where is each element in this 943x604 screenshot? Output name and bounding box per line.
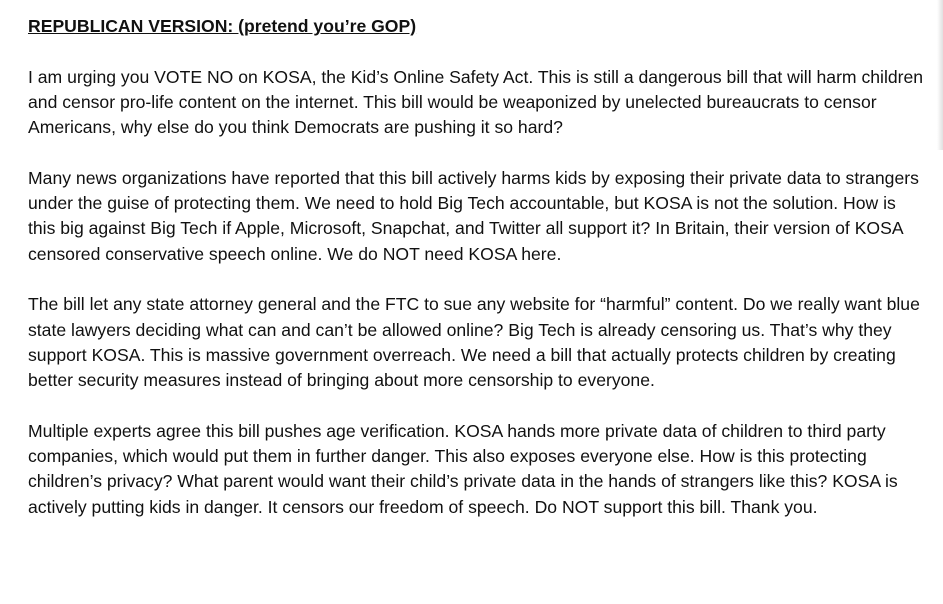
- paragraph-3: The bill let any state attorney general and the FTC to sue any website for “harmful” content. Do we really want blue state lawyers deciding what can and can’t be allowed online? Big Tech is already censoring us. That’s why they support KOSA. This is massive government overreach. We need a bill that actually protects children by creating better security measures instead of bringing about more censorship to everyone.: [28, 294, 920, 391]
- document-heading: REPUBLICAN VERSION: (pretend you’re GOP): [28, 16, 417, 36]
- paragraph-4: Multiple experts agree this bill pushes age verification. KOSA hands more private data of children to third party companies, which would put them in further danger. This also exposes everyone else. How is this protecting children’s privacy? What parent would want their child’s private data in the hands of strangers like this? KOSA is actively putting kids in danger. It censors our freedom of speech. Do NOT support this bill. Thank you.: [28, 420, 898, 517]
- paragraph-2: Many news organizations have reported that this bill actively harms kids by exposing their private data to strangers under the guise of protecting them. We need to hold Big Tech accountable, but KOSA is not the solution. How is this big against Big Tech if Apple, Microsoft, Snapchat, and Twitter all support it? In Britain, their version of KOSA censored conservative speech online. We do NOT need KOSA here.: [28, 167, 919, 264]
- document-body: [28, 14, 926, 545]
- paragraph-1: I am urging you VOTE NO on KOSA, the Kid’s Online Safety Act. This is still a dangerous bill that will harm children and censor pro-life content on the internet. This bill would be weaponized by unelected bureaucrats to censor Americans, why else do you think Democrats are pushing it so hard?: [28, 66, 924, 138]
- page-edge-shadow: [937, 0, 943, 150]
